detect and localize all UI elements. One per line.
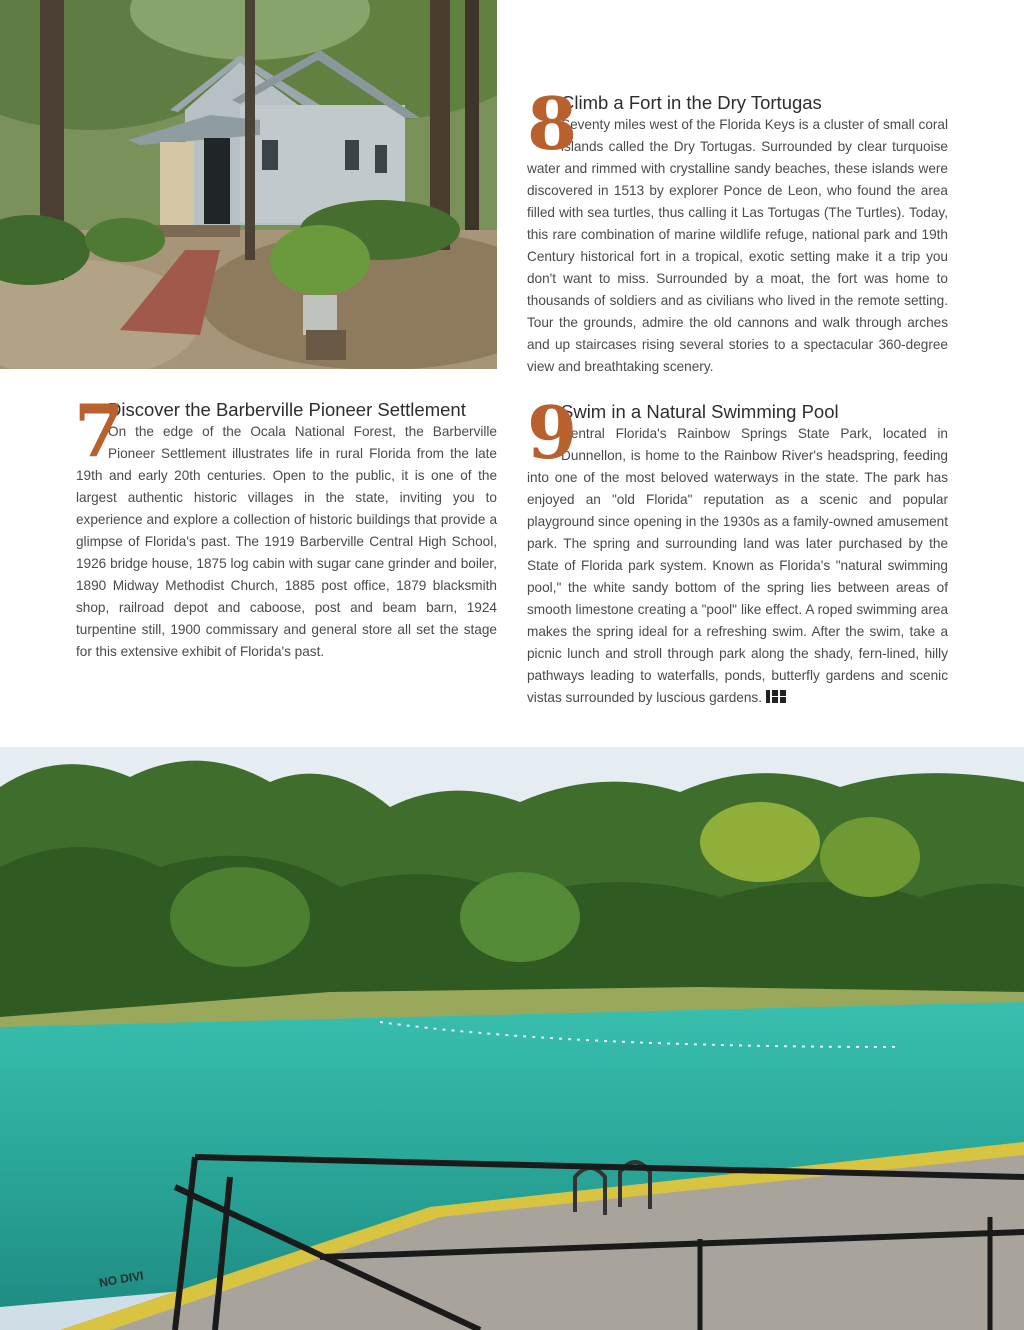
article-title: Climb a Fort in the Dry Tortugas — [561, 92, 822, 113]
article-title: Discover the Barberville Pioneer Settlement — [108, 399, 466, 420]
article-dry-tortugas — [527, 81, 948, 378]
cottage-photo — [0, 0, 497, 369]
article-title: Swim in a Natural Swimming Pool — [561, 401, 839, 422]
article-number: 9 — [527, 390, 578, 475]
article-number: 8 — [527, 81, 578, 166]
springs-photo — [0, 747, 1024, 1330]
article-body: Seventy miles west of the Florida Keys is a cluster of small coral islands called the Dry Tortugas. Surrounded by clear turquoise water and rimmed with crystalline sandy beaches, these islands were discovered in 1513 by explorer Ponce de Leon, who found the area filled with sea turtles, thus calling it Las Tortugas (The Turtles). Today, this rare combination of marine wildlife refuge, national park and 19th Century historical fort in a tropical, exotic setting make it a trip you don't want to miss. Surrounded by a moat, the fort was home to thousands of soldiers and as civilians who lived in the remote setting. Tour the grounds, admire the old cannons and walk through arches and up staircases rising several stories to a spectacular 360-degree view and breathtaking scenery. — [527, 117, 948, 374]
article-barberville — [74, 388, 497, 663]
article-body-wrap — [527, 423, 948, 709]
article-number: 7 — [74, 388, 125, 473]
article-body: Central Florida's Rainbow Springs State Park, located in Dunnellon, is home to the Rainbow River's headspring, feeding into one of the most beloved waterways in the state. The park has enjoyed an "old Florida" reputation as a scenic and popular playground since opening in the 1930s as a family-owned amusement park. The spring and surrounding land was later purchased by the State of Florida park system. Known as Florida's "natural swimming pool," the white sandy bottom of the spring lies between areas of smooth limestone creating a "pool" like effect. A roped swimming area makes the spring ideal for a refreshing swim. After the swim, take a picnic lunch and stroll through park along the shady, fern-lined, hilly pathways leading to waterfalls, ponds, butterfly gardens and scenic vistas surrounded by luscious gardens. — [527, 426, 948, 705]
pool-edge-text: NO DIVI — [98, 1268, 145, 1290]
article-swimming-pool — [527, 390, 948, 709]
article-body: On the edge of the Ocala National Forest, the Barberville Pioneer Settlement illustrates life in rural Florida from the late 19th and early 20th centuries. Open to the public, it is one of the largest authentic historic villages in the state, inviting you to experience and explore a collection of historic buildings that provide a glimpse of Florida's past. The 1919 Barberville Central High School, 1926 bridge house, 1875 log cabin with sugar cane grinder and boiler, 1890 Midway Methodist Church, 1885 post office, 1879 blacksmith shop, railroad depot and caboose, post and beam barn, 1924 turpentine still, 1900 commissary and general store all set the stage for this extensive exhibit of Florida's past. — [76, 424, 497, 659]
end-of-article-icon — [765, 689, 787, 704]
